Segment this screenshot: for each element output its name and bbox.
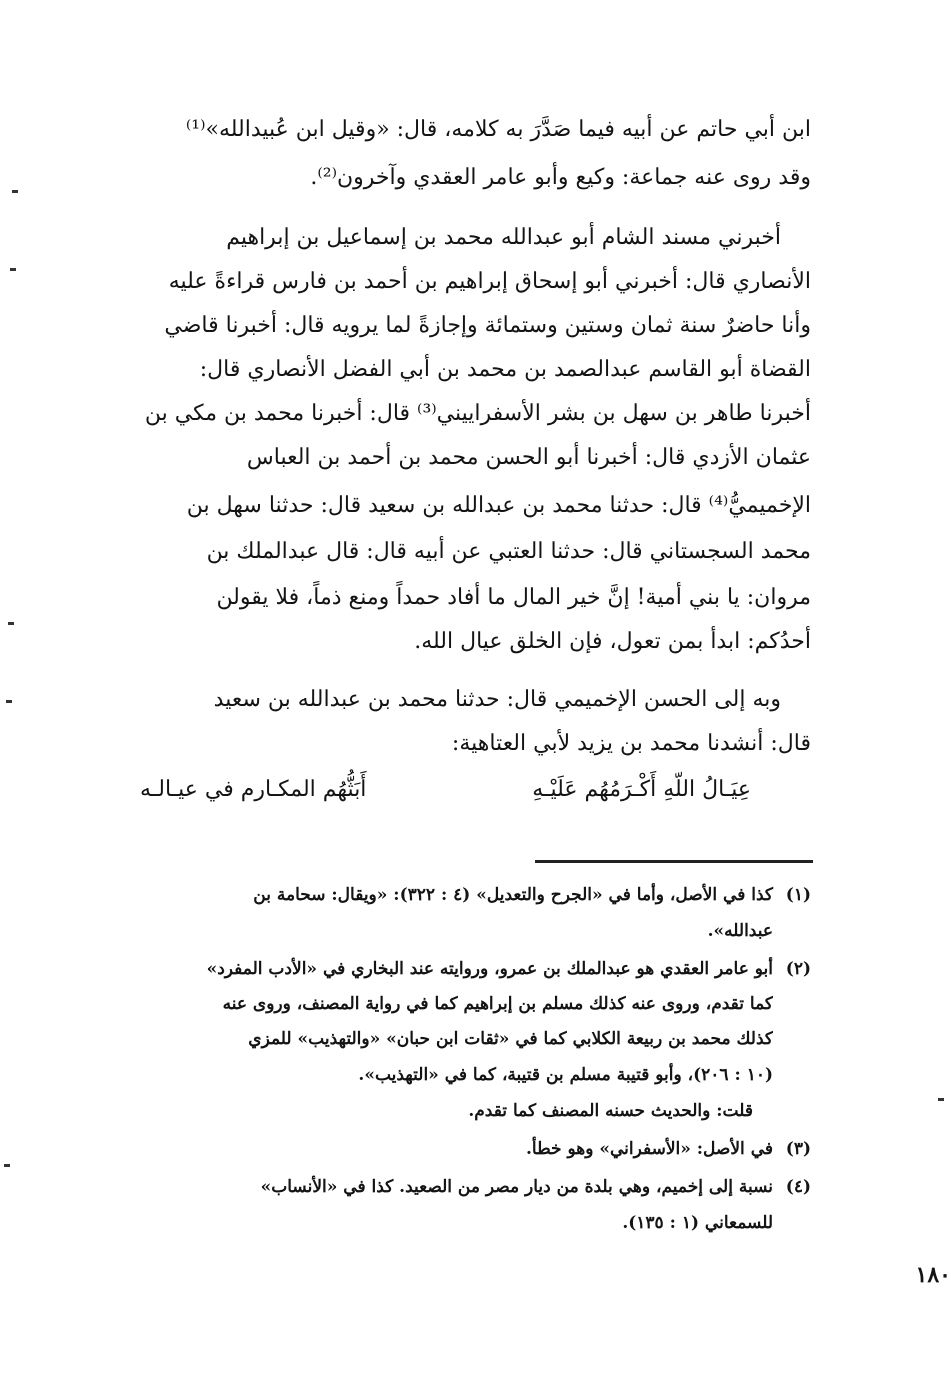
scan-mark — [938, 1098, 944, 1101]
body-line: أخبرني مسند الشام أبو عبدالله محمد بن إسماعيل بن إبراهيم — [226, 225, 781, 250]
body-line: أخبرنا طاهر بن سهل بن بشر الأسفراييني⁽³⁾ قال: أخبرنا محمد بن مكي بن — [144, 401, 811, 426]
footnote-separator — [535, 860, 813, 863]
footnote-number: (٣) — [785, 1139, 811, 1159]
footnote-line: كذلك محمد بن ربيعة الكلابي كما في «ثقات ابن حبان» «والتهذيب» للمزي — [248, 1029, 773, 1049]
body-line: أحدُكم: ابدأ بمن تعول، فإن الخلق عيال الله. — [414, 629, 811, 654]
footnote-number: (١) — [785, 885, 811, 905]
verse-first-hemistich: عِيَـالُ اللّهِ أَكْـرَمُهُم عَلَيْـهِ — [532, 777, 751, 802]
scan-mark — [8, 622, 14, 625]
footnote-1 — [108, 880, 811, 910]
footnote-line: في الأصل: «الأسفراني» وهو خطأ. — [526, 1139, 773, 1159]
footnote-line: كذا في الأصل، وأما في «الجرح والتعديل» (٤ : ٣٢٢): «ويقال: سحامة بن — [253, 885, 773, 905]
scan-mark — [12, 190, 18, 193]
footnote-2 — [108, 954, 811, 984]
footnote-line: عبدالله». — [707, 921, 773, 941]
poem-verse — [140, 768, 751, 812]
body-line: مروان: يا بني أمية! إنَّ خير المال ما أفاد حمداً ومنع ذماً، فلا يقولن — [216, 585, 811, 610]
footnote-line: كما تقدم، وروى عنه كذلك مسلم بن إبراهيم كما في رواية المصنف، وروى عنه — [222, 994, 773, 1014]
body-line: الإخميميُّ⁽⁴⁾ قال: حدثنا محمد بن عبدالله بن سعيد قال: حدثنا سهل بن — [186, 493, 811, 518]
scan-mark — [4, 1164, 10, 1167]
body-line: الأنصاري قال: أخبرني أبو إسحاق إبراهيم بن أحمد بن فارس قراءةً عليه — [168, 269, 811, 294]
scan-mark — [6, 700, 12, 703]
scan-mark — [10, 268, 16, 271]
page-number: ١٨٠ — [915, 1262, 951, 1288]
body-line: ابن أبي حاتم عن أبيه فيما صَدَّرَ به كلامه، قال: «وقيل ابن عُبيدالله»⁽¹⁾ — [185, 117, 811, 142]
verse-second-hemistich: أَبَثُّهُم المكـارم في عيـالـه — [140, 777, 367, 802]
footnote-number: (٢) — [785, 959, 811, 979]
body-line: وأنا حاضرٌ سنة ثمان وستين وستمائة وإجازةً لما يرويه قال: أخبرنا قاضي — [164, 313, 811, 338]
body-line: محمد السجستاني قال: حدثنا العتبي عن أبيه قال: قال عبدالملك بن — [206, 539, 811, 564]
footnote-number: (٤) — [785, 1177, 811, 1197]
footnote-line: (١٠ : ٢٠٦)، وأبو قتيبة مسلم بن قتيبة، كما في «التهذيب». — [358, 1065, 773, 1085]
body-line: عثمان الأزدي قال: أخبرنا أبو الحسن محمد بن أحمد بن العباس — [246, 445, 811, 470]
footnote-3 — [108, 1134, 811, 1164]
footnote-4 — [108, 1172, 811, 1202]
body-line: القضاة أبو القاسم عبدالصمد بن محمد بن أبي الفضل الأنصاري قال: — [199, 357, 811, 382]
footnote-line: قلت: والحديث حسنه المصنف كما تقدم. — [468, 1101, 753, 1121]
footnote-line: للسمعاني (١ : ١٣٥). — [622, 1213, 773, 1233]
body-line: قال: أنشدنا محمد بن يزيد لأبي العتاهية: — [451, 731, 811, 756]
body-line: وبه إلى الحسن الإخميمي قال: حدثنا محمد بن عبدالله بن سعيد — [213, 687, 781, 712]
footnote-line: أبو عامر العقدي هو عبدالملك بن عمرو، وروايته عند البخاري في «الأدب المفرد» — [206, 959, 773, 979]
body-line: وقد روى عنه جماعة: وكيع وأبو عامر العقدي وآخرون⁽²⁾. — [310, 165, 811, 190]
footnote-line: نسبة إلى إخميم، وهي بلدة من ديار مصر من الصعيد. كذا في «الأنساب» — [260, 1177, 773, 1197]
